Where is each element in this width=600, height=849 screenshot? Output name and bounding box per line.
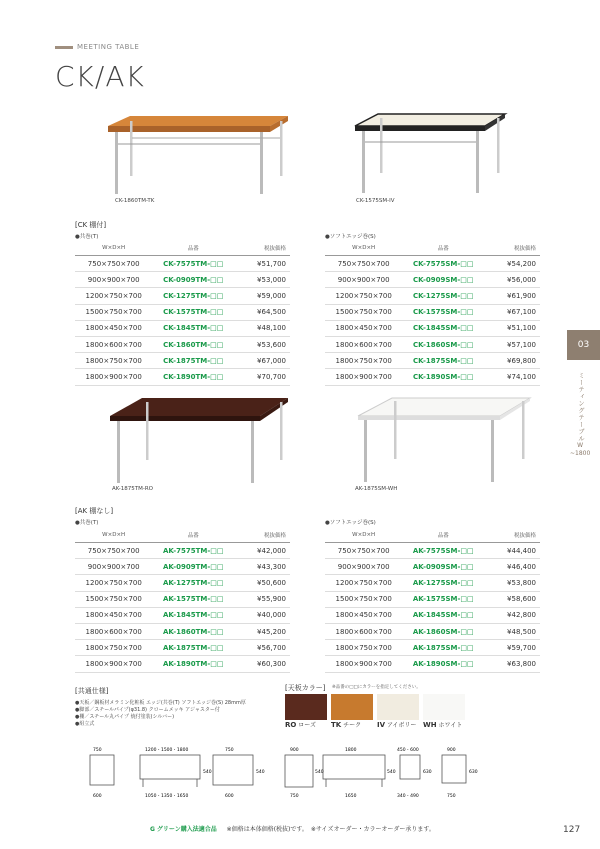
- table-row: [75, 623, 290, 639]
- dim-text: 1650: [345, 794, 357, 799]
- code-cell: AK-1875SM-□□: [402, 640, 484, 656]
- spec-title: [共通仕様]: [75, 687, 109, 695]
- dim-text: 600: [225, 794, 234, 799]
- table-row: [75, 607, 290, 623]
- table-row: [75, 320, 290, 336]
- size-cell: 1800×600×700: [325, 336, 402, 352]
- size-cell: 1500×750×700: [75, 591, 152, 607]
- price-cell: ¥44,400: [484, 543, 540, 559]
- swatch-tk: TK チーク: [331, 694, 373, 729]
- page-title: CK/AK: [55, 60, 145, 93]
- price-cell: ¥67,100: [484, 304, 540, 320]
- swatch-wh: WH ホワイト: [423, 694, 465, 729]
- size-cell: 1800×900×700: [75, 369, 152, 385]
- column-header: 品番: [152, 527, 234, 543]
- dim-text: 630: [469, 770, 478, 775]
- code-cell: CK-1845TM-□□: [152, 320, 234, 336]
- price-cell: ¥46,400: [484, 559, 540, 575]
- code-cell: CK-1845SM-□□: [402, 320, 484, 336]
- size-cell: 1800×600×700: [75, 623, 152, 639]
- size-cell: 1800×750×700: [75, 640, 152, 656]
- spec-line: ●天板／鋼板材メラミン化粧板 エッジ(共巻(T) ソフトエッジ巻(S) 28mm厚: [75, 700, 246, 706]
- size-cell: 900×900×700: [75, 272, 152, 288]
- size-cell: 1800×750×700: [325, 640, 402, 656]
- code-cell: CK-1575SM-□□: [402, 304, 484, 320]
- dim-text: 540: [203, 770, 212, 775]
- ak-tm-table-image: [100, 392, 300, 484]
- table-row: [325, 543, 540, 559]
- code-cell: AK-1875TM-□□: [152, 640, 234, 656]
- price-table-ak-sm: [325, 527, 540, 673]
- dim-text: 900: [447, 748, 456, 753]
- table-row: [325, 304, 540, 320]
- price-cell: ¥56,000: [484, 272, 540, 288]
- size-cell: 750×750×700: [325, 256, 402, 272]
- footer-note: [150, 824, 435, 833]
- size-cell: 900×900×700: [325, 272, 402, 288]
- table-row: [325, 256, 540, 272]
- common-spec: [75, 686, 246, 728]
- price-cell: ¥40,000: [234, 607, 290, 623]
- size-cell: 1800×900×700: [325, 369, 402, 385]
- width-range: W ~1800: [570, 442, 591, 457]
- dim-text: 540: [387, 770, 396, 775]
- dim-text: 450・600: [397, 748, 419, 753]
- price-cell: ¥55,900: [234, 591, 290, 607]
- size-cell: 1800×450×700: [75, 607, 152, 623]
- size-cell: 750×750×700: [75, 543, 152, 559]
- price-cell: ¥51,100: [484, 320, 540, 336]
- subsection-title: ●ソフトエッジ巻(S): [325, 234, 376, 240]
- price-cell: ¥51,700: [234, 256, 290, 272]
- code-cell: CK-1575TM-□□: [152, 304, 234, 320]
- chapter-tab: 03: [567, 330, 600, 360]
- code-cell: CK-1275SM-□□: [402, 288, 484, 304]
- dim-text: 750: [225, 748, 234, 753]
- code-cell: AK-0909SM-□□: [402, 559, 484, 575]
- column-header: W×D×H: [75, 240, 152, 256]
- table-row: [325, 640, 540, 656]
- code-cell: AK-1575TM-□□: [152, 591, 234, 607]
- code-cell: AK-7575TM-□□: [152, 543, 234, 559]
- code-cell: CK-1860TM-□□: [152, 336, 234, 352]
- image-caption: AK-1875SM-WH: [355, 486, 398, 492]
- size-cell: 1500×750×700: [325, 591, 402, 607]
- table-row: [75, 288, 290, 304]
- column-header: 税抜価格: [234, 240, 290, 256]
- price-cell: ¥53,600: [234, 336, 290, 352]
- price-cell: ¥60,300: [234, 656, 290, 672]
- green-label: グリーン購入法適合品: [156, 826, 217, 833]
- size-cell: 750×750×700: [325, 543, 402, 559]
- column-header: 品番: [402, 527, 484, 543]
- price-cell: ¥45,200: [234, 623, 290, 639]
- table-row: [75, 336, 290, 352]
- price-table-ck-tm: [75, 240, 290, 386]
- code-cell: CK-1890SM-□□: [402, 369, 484, 385]
- size-cell: 1200×750×700: [325, 288, 402, 304]
- column-header: W×D×H: [75, 527, 152, 543]
- size-cell: 1200×750×700: [75, 575, 152, 591]
- column-header: 税抜価格: [484, 240, 540, 256]
- price-cell: ¥43,300: [234, 559, 290, 575]
- dim-text: 750: [93, 748, 102, 753]
- price-cell: ¥42,800: [484, 607, 540, 623]
- spec-line: ●棚／スチール丸パイプ 焼付塗装(シルバー): [75, 714, 175, 720]
- price-cell: ¥74,100: [484, 369, 540, 385]
- table-row: [75, 304, 290, 320]
- price-cell: ¥54,200: [484, 256, 540, 272]
- size-cell: 750×750×700: [75, 256, 152, 272]
- size-cell: 1800×900×700: [325, 656, 402, 672]
- code-cell: AK-1845TM-□□: [152, 607, 234, 623]
- dim-text: 1200・1500・1800: [145, 748, 189, 753]
- table-row: [325, 591, 540, 607]
- dim-text: 600: [93, 794, 102, 799]
- price-cell: ¥64,500: [234, 304, 290, 320]
- code-cell: AK-0909TM-□□: [152, 559, 234, 575]
- code-cell: AK-1275TM-□□: [152, 575, 234, 591]
- table-row: [75, 353, 290, 369]
- price-table-ak-tm: [75, 527, 290, 673]
- size-cell: 1200×750×700: [75, 288, 152, 304]
- code-cell: CK-1860SM-□□: [402, 336, 484, 352]
- table-row: [75, 591, 290, 607]
- image-caption: CK-1575SM-IV: [356, 198, 395, 204]
- size-cell: 1800×600×700: [75, 336, 152, 352]
- column-header: W×D×H: [325, 527, 402, 543]
- size-cell: 1800×900×700: [75, 656, 152, 672]
- price-cell: ¥63,800: [484, 656, 540, 672]
- price-cell: ¥48,500: [484, 623, 540, 639]
- subsection-title: ●共巻(T): [75, 234, 99, 240]
- size-cell: 1800×450×700: [75, 320, 152, 336]
- subsection-title: ●ソフトエッジ巻(S): [325, 520, 376, 526]
- price-cell: ¥50,600: [234, 575, 290, 591]
- section-title: [AK 棚なし]: [75, 507, 114, 515]
- swatch-iv: IV アイボリー: [377, 694, 419, 729]
- table-row: [325, 607, 540, 623]
- table-row: [75, 559, 290, 575]
- table-row: [325, 272, 540, 288]
- column-header: 品番: [152, 240, 234, 256]
- price-cell: ¥53,000: [234, 272, 290, 288]
- code-cell: CK-1275TM-□□: [152, 288, 234, 304]
- page-number: 127: [563, 825, 581, 835]
- dim-text: 540: [315, 770, 324, 775]
- price-cell: ¥53,800: [484, 575, 540, 591]
- code-cell: CK-0909TM-□□: [152, 272, 234, 288]
- price-cell: ¥59,000: [234, 288, 290, 304]
- code-cell: CK-1890TM-□□: [152, 369, 234, 385]
- price-cell: ¥56,700: [234, 640, 290, 656]
- size-cell: 1800×600×700: [325, 623, 402, 639]
- column-header: 税抜価格: [234, 527, 290, 543]
- price-cell: ¥59,700: [484, 640, 540, 656]
- table-row: [75, 640, 290, 656]
- column-header: 税抜価格: [484, 527, 540, 543]
- table-row: [75, 543, 290, 559]
- table-row: [325, 336, 540, 352]
- table-row: [325, 320, 540, 336]
- dim-text: 630: [423, 770, 432, 775]
- size-cell: 1200×750×700: [325, 575, 402, 591]
- size-cell: 900×900×700: [325, 559, 402, 575]
- dim-text: 750: [447, 794, 456, 799]
- dim-text: 1050・1350・1650: [145, 794, 189, 799]
- code-cell: AK-1845SM-□□: [402, 607, 484, 623]
- price-cell: ¥70,700: [234, 369, 290, 385]
- table-row: [325, 288, 540, 304]
- dim-text: 750: [290, 794, 299, 799]
- price-cell: ¥42,000: [234, 543, 290, 559]
- column-header: W×D×H: [325, 240, 402, 256]
- code-cell: AK-1575SM-□□: [402, 591, 484, 607]
- price-cell: ¥48,100: [234, 320, 290, 336]
- subsection-title: ●共巻(T): [75, 520, 99, 526]
- color-title: [天板カラー]: [285, 684, 326, 692]
- table-row: [325, 353, 540, 369]
- price-cell: ¥58,600: [484, 591, 540, 607]
- dim-text: 340・490: [397, 794, 419, 799]
- ck-tm-table-image: [100, 110, 300, 195]
- table-row: [75, 575, 290, 591]
- code-cell: CK-7575TM-□□: [152, 256, 234, 272]
- section-title: [CK 棚付]: [75, 221, 107, 229]
- ak-sm-table-image: [350, 392, 540, 484]
- code-cell: AK-1860SM-□□: [402, 623, 484, 639]
- size-cell: 1800×750×700: [325, 353, 402, 369]
- code-cell: CK-1875TM-□□: [152, 353, 234, 369]
- dimension-drawings: [85, 745, 505, 800]
- color-swatches: [285, 694, 465, 729]
- category-label: MEETING TABLE: [55, 43, 139, 51]
- image-caption: CK-1860TM-TK: [115, 198, 155, 204]
- dim-text: 1800: [345, 748, 357, 753]
- code-cell: CK-0909SM-□□: [402, 272, 484, 288]
- table-row: [325, 656, 540, 672]
- table-row: [75, 272, 290, 288]
- code-cell: CK-7575SM-□□: [402, 256, 484, 272]
- code-cell: AK-1890TM-□□: [152, 656, 234, 672]
- code-cell: AK-7575SM-□□: [402, 543, 484, 559]
- dim-text: 540: [256, 770, 265, 775]
- green-mark-icon: G: [150, 826, 155, 833]
- chapter-vertical-label: ミーティングテーブル: [577, 372, 585, 442]
- price-cell: ¥67,000: [234, 353, 290, 369]
- table-row: [325, 623, 540, 639]
- table-row: [325, 575, 540, 591]
- image-caption: AK-1875TM-RO: [112, 486, 154, 492]
- price-cell: ¥61,900: [484, 288, 540, 304]
- table-row: [75, 369, 290, 385]
- price-table-ck-sm: [325, 240, 540, 386]
- spec-line: ●脚部／スチールパイプ(φ31.8) クロームメッキ アジャスター付: [75, 707, 220, 713]
- size-cell: 900×900×700: [75, 559, 152, 575]
- code-cell: CK-1875SM-□□: [402, 353, 484, 369]
- price-cell: ¥69,800: [484, 353, 540, 369]
- size-cell: 1800×450×700: [325, 320, 402, 336]
- ck-sm-table-image: [350, 110, 530, 195]
- table-row: [75, 656, 290, 672]
- dim-text: 900: [290, 748, 299, 753]
- price-cell: ¥57,100: [484, 336, 540, 352]
- spec-line: ●組立式: [75, 721, 95, 727]
- color-note: ※品番の□□にカラーを指定してください。: [332, 685, 421, 690]
- table-row: [325, 559, 540, 575]
- swatch-ro: RO ローズ: [285, 694, 327, 729]
- code-cell: AK-1860TM-□□: [152, 623, 234, 639]
- table-row: [75, 256, 290, 272]
- code-cell: AK-1890SM-□□: [402, 656, 484, 672]
- table-row: [325, 369, 540, 385]
- size-cell: 1500×750×700: [75, 304, 152, 320]
- price-note: ※価格は本体価格(税抜)です。 ※サイズオーダー・カラーオーダー承ります。: [226, 826, 435, 833]
- size-cell: 1800×750×700: [75, 353, 152, 369]
- size-cell: 1800×450×700: [325, 607, 402, 623]
- code-cell: AK-1275SM-□□: [402, 575, 484, 591]
- column-header: 品番: [402, 240, 484, 256]
- size-cell: 1500×750×700: [325, 304, 402, 320]
